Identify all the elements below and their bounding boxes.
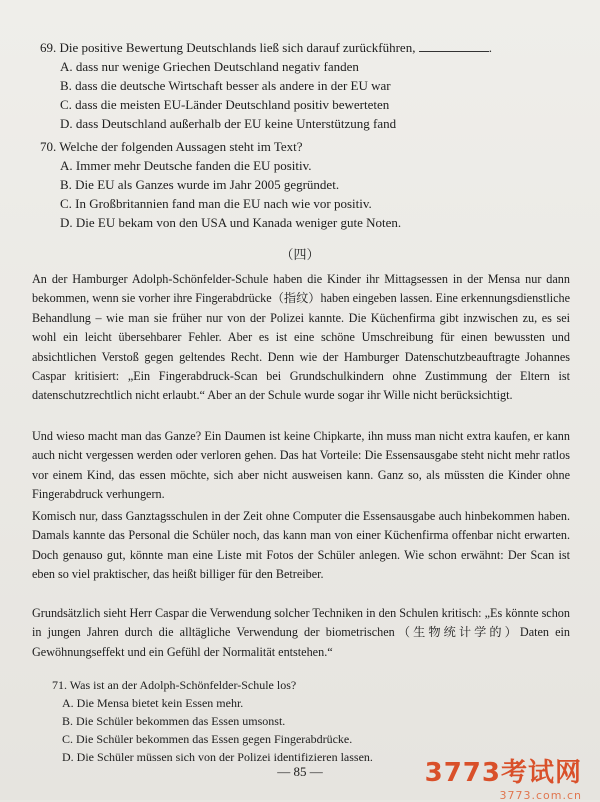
paragraph-2: Und wieso macht man das Ganze? Ein Daumen ist keine Chipkarte, ihn muss man nicht extra kaufen, er kann auch nicht vergessen werden oder verloren gehen. Das hat Vorteile: Die Essensausgabe steht nicht mehr ratlos vor einem Kind, das essen möchte, sich aber nicht ausweisen kann. Ganz so, als müssten die Kinder ohne Fingerabdruck verhungern. — [32, 429, 570, 502]
question-70-option-c: C. In Großbritannien fand man die EU nach wie vor positiv. — [60, 196, 372, 211]
paragraph-3: Komisch nur, dass Ganztagsschulen in der Zeit ohne Computer die Essensausgabe auch hinbekommen haben. Damals kannte das Personal die Schüler noch, das kann man von einer Küchenfirma offenbar nicht erwarten. Doch genauso gut, könnte man eine Liste mit Fotos der Schüler anlegen. Wie schon erwähnt: Der Scan ist eben so viel praktischer, das heißt billiger für den Betreiber. — [32, 509, 570, 582]
page-number: — 85 — — [277, 764, 323, 779]
question-71-option-d: D. Die Schüler müssen sich von der Polizei identifizieren lassen. — [62, 750, 373, 764]
question-69-option-a: A. dass nur wenige Griechen Deutschland negativ fanden — [60, 59, 359, 74]
site-watermark — [425, 752, 582, 802]
paragraph-4: Grundsätzlich sieht Herr Caspar die Verwendung solcher Techniken in den Schulen kritisch: „Es könnte schon in jungen Jahren durch die alltägliche Verwendung der biometrischen（生物统计学的）Daten ein Gewöhnungseffekt und ein Gefühl der Normalität entstehen.“ — [32, 606, 570, 659]
question-70-stem: 70. Welche der folgenden Aussagen steht im Text? — [40, 139, 303, 154]
question-70-option-d: D. Die EU bekam von den USA und Kanada weniger gute Noten. — [60, 215, 402, 230]
watermark-brand: 3773考试网 — [424, 758, 582, 788]
watermark-url: 3773.com.cn — [499, 789, 582, 802]
question-69-option-b: B. dass die deutsche Wirtschaft besser als andere in der EU war — [60, 78, 391, 93]
question-69-stem: 69. Die positive Bewertung Deutschlands ließ sich darauf zurückführen, . — [40, 40, 492, 55]
question-69 — [40, 38, 570, 133]
question-71-option-a: A. Die Mensa bietet kein Essen mehr. — [62, 696, 244, 710]
question-71-stem: 71. Was ist an der Adolph-Schönfelder-Schule los? — [52, 678, 297, 692]
question-69-option-d: D. dass Deutschland außerhalb der EU keine Unterstützung fand — [60, 116, 397, 131]
section-title: （四） — [280, 248, 320, 263]
question-70 — [40, 137, 570, 232]
question-69-option-c: C. dass die meisten EU-Länder Deutschland positiv bewerteten — [60, 97, 390, 112]
question-70-option-b: B. Die EU als Ganzes wurde im Jahr 2005 gegründet. — [60, 177, 340, 192]
question-71-option-c: C. Die Schüler bekommen das Essen gegen Fingerabdrücke. — [62, 732, 353, 746]
answer-blank — [419, 39, 489, 52]
question-70-option-a: A. Immer mehr Deutsche fanden die EU positiv. — [60, 158, 312, 173]
question-71-option-b: B. Die Schüler bekommen das Essen umsonst. — [62, 714, 286, 728]
paragraph-1: An der Hamburger Adolph-Schönfelder-Schule haben die Kinder ihr Mittagsessen in der Mensa nur dann bekommen, wenn sie vorher ihre Fingerabdrücke（指纹）haben eingeben lassen. Eine erkennungsdienstliche Behandlung – wie man sie früher nur von der Polizei kannte. Die Küchenfirma gibt inzwischen zu, es sei wohl ein leicht übersehbarer Fehler. Aber es ist eine schöne Umschreibung für einen bewussten und absichtlichen Verstoß gegen geltendes Recht. Denn wie der Hamburger Datenschutzbeauftragte Johannes Caspar kritisiert: „Ein Fingerabdruck-Scan bei Grundschulkindern ohne Zustimmung der Eltern ist datenschutzrechtlich nicht erlaubt.“ Aber an der Schule wurde sogar ihr Wille nicht berücksichtigt. — [32, 272, 570, 403]
